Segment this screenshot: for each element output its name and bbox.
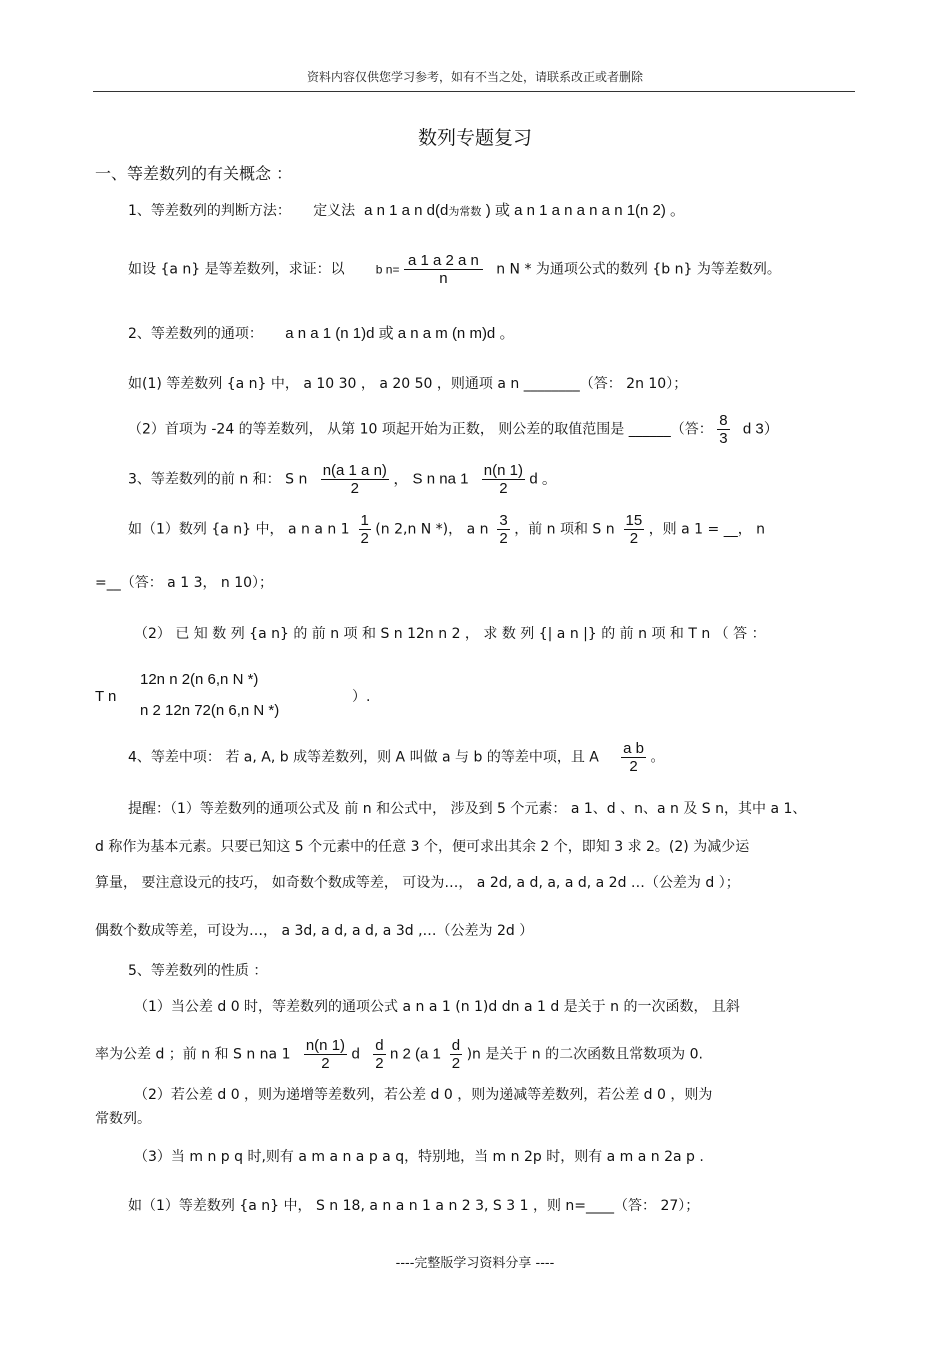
item3-fraction-1	[321, 462, 389, 497]
item4-fraction	[621, 740, 646, 775]
item3-mid: ， S n na 1	[393, 470, 469, 488]
item3a-den1: 2	[360, 530, 369, 547]
item3-tail: d 。	[529, 470, 557, 488]
tip-line-3: 算量， 要注意设元的技巧， 如奇数个数成等差， 可设为…， a 2d, a d, a, a d, a 2d …（公差为 d ）；	[95, 875, 740, 891]
item3-num2: n(n 1)	[483, 462, 523, 479]
item5b-line: （2）若公差 d 0 ，则为递增等差数列，若公差 d 0 ，则为递减等差数列，若公差 d 0 ，则为	[134, 1087, 713, 1103]
item2b-line	[128, 412, 779, 447]
item4-text: 4、等差中项： 若 a, A, b 成等差数列，则 A 叫做 a 与 b 的等差中项，且 A	[128, 749, 599, 766]
item3a-fraction-3	[624, 512, 645, 547]
item5a2-text-c: n 2 (a 1	[389, 1045, 441, 1063]
footer-note: ----完整版学习资料分享 ----	[395, 1256, 555, 1271]
item3-label: 3、等差数列的前 n 和： S n	[128, 471, 308, 488]
item4-line	[128, 740, 664, 775]
item2-line	[128, 322, 514, 343]
item3-den1: 2	[350, 480, 359, 497]
item2b-fraction	[717, 412, 729, 447]
item4-tail: 。	[650, 749, 665, 766]
item5b2-line: 常数列。	[95, 1111, 151, 1127]
item5d-line: 如（1）等差数列 {a n} 中， S n 18, a n a n 1 a n 2 3, S 3 1 ，则 n=____（答： 27）；	[128, 1198, 700, 1214]
item2-formula: a n a 1 (n 1)d 或 a n a m (n m)d 。	[285, 325, 515, 342]
item3b-tail: ）.	[352, 689, 371, 705]
item3-fraction-2	[482, 462, 525, 497]
item3b-case1: 12n n 2(n 6,n N *)	[140, 671, 259, 688]
item5a-line: （1）当公差 d 0 时，等差数列的通项公式 a n a 1 (n 1)d dn a 1 d 是关于 n 的一次函数， 且斜	[134, 999, 740, 1015]
item3-num1: n(a 1 a n)	[322, 462, 387, 479]
tip-line-1: 提醒：（1）等差数列的通项公式及 前 n 和公式中， 涉及到 5 个元素： a 1、d 、n、a n 及 S n，其中 a 1、	[128, 801, 807, 817]
item2b-text: （2）首项为 -24 的等差数列， 从第 10 项起开始为正数， 则公差的取值范围是 ______（答：	[128, 421, 713, 438]
item1b-text-a: 如设 {a n} 是等差数列，求证：以	[128, 261, 345, 278]
section-heading: 一、等差数列的有关概念 ：	[95, 164, 293, 183]
item5a2-text-a: 率为公差 d ；前 n 和 S n na 1	[95, 1046, 291, 1063]
item4-den: 2	[629, 758, 638, 775]
item1b-num: a 1 a 2 a n	[404, 252, 483, 270]
item2a-line: 如(1) 等差数列 {a n} 中， a 10 30 ， a 20 50 ，则通项 a n ________（答： 2n 10）；	[128, 376, 688, 392]
item3b-tn: T n	[95, 688, 117, 705]
item3a-fraction-2	[497, 512, 509, 547]
item5-label: 5、等差数列的性质 ：	[128, 963, 268, 979]
item5a2-num2: d	[375, 1037, 384, 1054]
item5c-line: （3）当 m n p q 时,则有 a m a n a p a q，特别地，当 m n 2p 时，则有 a m a n 2a p .	[134, 1149, 704, 1165]
item5a2-num3: d	[451, 1037, 461, 1054]
header-divider	[93, 91, 855, 92]
item1-or: ) 或 a n 1 a n a n a n 1(n 2) 。	[485, 202, 686, 219]
item1-const-note: 为常数	[448, 205, 482, 218]
item3a-num3: 15	[625, 512, 643, 529]
item1b-bn: b n=	[375, 262, 400, 277]
item5a2-den1: 2	[321, 1055, 330, 1072]
item3a-num2: 3	[499, 512, 508, 529]
item1-formula: a n 1 a n d(d	[364, 202, 449, 219]
item1-label: 1、等差数列的判断方法：	[128, 203, 291, 219]
item1-method: 定义法	[313, 203, 356, 219]
item1b-den: n	[439, 270, 448, 287]
item3a-text-b: (n 2,n N *)， a n	[375, 521, 489, 538]
item1b-fraction	[404, 252, 483, 287]
item3a-text-c: ，前 n 项和 S n	[514, 521, 615, 538]
item2b-num: 8	[719, 412, 728, 429]
item3a-line	[128, 512, 765, 547]
item3-den2: 2	[499, 480, 508, 497]
item1b-line	[128, 252, 781, 287]
item3a-fraction-1	[359, 512, 371, 547]
item3b-case2: n 2 12n 72(n 6,n N *)	[140, 702, 280, 719]
item5a2-den2: 2	[375, 1055, 384, 1072]
item3b-line: （2） 已 知 数 列 {a n} 的 前 n 项 和 S n 12n n 2 ， 求 数 列 {| a n |} 的 前 n 项 和 T n （ 答 ：	[134, 626, 766, 642]
item3a-den2: 2	[499, 530, 508, 547]
item3a2-line: =__（答： a 1 3， n 10）；	[95, 575, 274, 591]
item2-label: 2、等差数列的通项：	[128, 326, 263, 342]
item5a2-line	[95, 1037, 703, 1072]
item3a-num1: 1	[360, 512, 369, 529]
item2b-den: 3	[719, 430, 728, 447]
item3a-den3: 2	[629, 530, 639, 547]
item1b-text-b: n N * 为通项公式的数列 {b n} 为等差数列。	[496, 261, 781, 278]
item1-line	[128, 199, 685, 220]
header-note: 资料内容仅供您学习参考，如有不当之处，请联系改正或者删除	[306, 70, 643, 84]
tip-line-4: 偶数个数成等差，可设为…， a 3d, a d, a d, a 3d ,…（公差为 2d ）	[95, 923, 534, 939]
item5a2-fraction-2	[373, 1037, 385, 1072]
item5a2-text-d: )n 是关于 n 的二次函数且常数项为 0.	[466, 1046, 703, 1063]
page-title: 数列专题复习	[417, 127, 532, 149]
item5a2-fraction-3	[450, 1037, 462, 1072]
item5a2-den3: 2	[451, 1055, 461, 1072]
item3-line	[128, 462, 557, 497]
item4-num: a b	[623, 740, 644, 757]
item5a2-text-b: d	[351, 1045, 360, 1063]
item5a2-num1: n(n 1)	[305, 1037, 346, 1054]
item3a-text-d: ，则 a 1 = __， n	[648, 521, 766, 538]
item3a-text-a: 如（1）数列 {a n} 中， a n a n 1	[128, 521, 350, 538]
item2b-tail: d 3）	[742, 420, 779, 438]
tip-line-2: d 称作为基本元素。只要已知这 5 个元素中的任意 3 个，便可求出其余 2 个，即知 3 求 2。(2) 为减少运	[95, 839, 750, 855]
item5a2-fraction-1	[304, 1037, 347, 1072]
